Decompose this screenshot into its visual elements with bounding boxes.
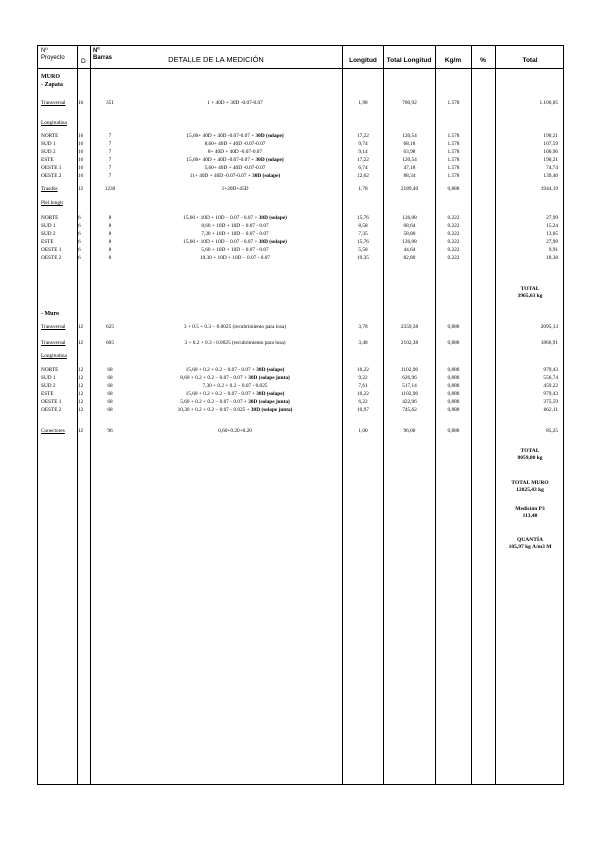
row-name: Transversal [41,340,66,346]
row-bar-count: 625 [106,324,114,330]
row-bar-count: 7 [108,133,112,139]
table-row [38,214,563,222]
row-detail-text: 11+ 40D + 40D -0.07-0.07 + [189,173,253,179]
row-kgm: 0,888 [447,428,460,434]
row-detail [128,398,342,406]
row-total: 9,91 [548,247,558,253]
row-diameter: 12 [78,375,84,381]
row-total-length: 517,14 [402,383,417,389]
medicion-p3-label: Medición P3 [515,506,545,512]
row-length: 8,58 [358,223,368,229]
row-detail-bold: 30D (solape junta) [250,407,293,413]
row-diameter: 6 [78,239,81,245]
row-length: 10,35 [357,255,369,261]
row-detail-text: 15,60 + 0.2 + 0.2 − 0.07 - 0.07 + [185,391,257,397]
row-name: Transversal [41,324,66,330]
row-length: 5,58 [358,247,368,253]
row-total-length: 1102,96 [400,391,419,397]
table-row [38,132,563,140]
row-detail-bold: 30D (solape) [252,173,281,179]
header-longitud: Longitud [349,57,377,64]
row-diameter: 16 [78,149,84,155]
table-row [38,148,563,156]
row-name: OESTE 1 [41,399,62,405]
header-proyecto [41,48,65,61]
row-name: SUD 2 [41,149,56,155]
row-kgm: 0.222 [447,247,460,253]
row-detail [128,172,342,180]
row-name: OESTE 1 [41,165,62,171]
row-detail [128,366,342,374]
row-total-length: 68,18 [403,141,416,147]
row-total-length: 96,00 [403,428,416,434]
table-row [38,398,563,406]
row-bar-count: 68 [107,375,113,381]
header-total-longitud: Total Longitud [386,57,432,64]
table-row [38,172,563,180]
row-bar-count: 7 [108,173,112,179]
row-kgm: 0,888 [447,324,460,330]
row-bar-count: 8 [108,255,112,261]
row-bar-count: 7 [108,141,112,147]
row-total-length: 745,62 [402,407,417,413]
table-row [38,156,563,164]
row-diameter: 6 [78,223,81,229]
row-total-length: 700,92 [402,100,417,106]
medicion-p3 [496,506,564,520]
quantia [496,537,564,551]
row-diameter: 12 [78,383,84,389]
row-detail-bold: 30D (solape junta) [248,399,290,405]
row-total: 107,59 [543,141,558,147]
row-name: ESTE [41,391,54,397]
row-bar-count: 1230 [104,186,116,192]
row-name: SUD 2 [41,383,56,389]
row-kgm: 0.222 [447,231,460,237]
row-total: 74,74 [546,165,558,171]
row-detail: 7,30 + 0.2 + 0.2 − 0.07 - 0.025 [202,383,268,389]
table-row [38,366,563,374]
row-detail: 8,60 + 10D + 10D − 0.07 - 0.07 [201,223,269,229]
row-diameter: 6 [78,255,81,261]
row-length: 9,14 [358,149,368,155]
row-total: 190,21 [543,157,558,163]
total-zapata-value: 3965,63 kg [517,293,543,299]
row-total: 662,11 [543,407,558,413]
table-row [38,185,563,193]
row-diameter: 16 [78,100,84,106]
header-divider [38,68,563,69]
row-total: 979,43 [543,391,558,397]
row-kgm: 0.222 [447,215,460,221]
table-row [38,164,563,172]
row-total-length: 58,80 [403,231,416,237]
row-total: 375,59 [543,399,558,405]
row-length: 7,61 [358,383,368,389]
row-total-length: 126,08 [402,215,417,221]
row-total: 13,05 [546,231,558,237]
row-bar-count: 351 [106,100,114,106]
medicion-p3-value: 113,48 [522,513,538,519]
table-row [38,427,563,435]
row-total: 139,40 [543,173,558,179]
row-detail-text: 15,60 + 0.2 + 0.2 − 0.07 - 0.07 + [185,367,257,373]
row-name: Trasdós [41,186,58,192]
row-bar-count: 68 [107,399,113,405]
row-diameter: 12 [78,428,84,434]
row-total-length: 82,80 [403,255,416,261]
header-proyecto-line2: Proyecto [41,54,65,61]
row-length: 15,76 [357,215,369,221]
row-diameter: 12 [78,407,84,413]
row-bar-count: 8 [108,223,112,229]
row-kgm: 0,888 [447,407,460,413]
row-kgm: 0,888 [447,186,460,192]
row-total-length: 1102,96 [400,367,419,373]
header-barras-line2: Barras [93,54,113,61]
row-kgm: 1.578 [447,149,460,155]
table-row [38,352,563,360]
row-detail-text: 15,60+ 40D + 40D -0.07-0.07 + [186,157,256,163]
row-total: 459,22 [543,383,558,389]
row-name: NORTE [41,215,59,221]
row-detail: 1+20D+45D [221,186,249,192]
row-detail: 3 + 0.2 + 0.3 - 0.0025 (recubrimiento para losa) [184,340,286,346]
row-detail [128,156,342,164]
total-zapata [496,286,564,300]
row-bar-count: 7 [108,149,112,155]
row-detail-text: 15,60 + 10D + 10D − 0.07 - 0.07 + [183,215,259,221]
row-length: 15,76 [357,239,369,245]
table-row [38,230,563,238]
row-total-length: 2102,38 [400,340,419,346]
row-detail: 3 + 0.5 + 0.3 − 0.0025 (recubrimiento para losa) [183,324,287,330]
row-diameter: 12 [78,324,84,330]
table-row [38,119,563,127]
row-length: 1,78 [358,186,368,192]
row-total-length: 120,54 [402,133,417,139]
row-kgm: 1.578 [447,173,460,179]
row-detail: 1 + 40D + 30D -0.07-0.07 [207,100,263,106]
row-total: 979,43 [543,367,558,373]
section-muro: MURO [41,74,60,80]
section-zapata: - Zapata [41,82,63,88]
row-total: 15,24 [546,223,558,229]
row-total: 100,96 [543,149,558,155]
row-name: NORTE [41,367,59,373]
row-bar-count: 8 [108,215,112,221]
header-kgm: Kg/m [444,57,462,64]
row-detail-bold: 30D (solape) [258,215,287,221]
row-diameter: 16 [78,133,84,139]
row-detail [128,238,342,246]
row-detail: 10,30 + 10D + 10D − 0.07 - 0.07 [199,255,271,261]
row-kgm: 1.578 [447,133,460,139]
row-kgm: 1.578 [447,157,460,163]
row-bar-count: 68 [107,383,113,389]
total-muro-value: 8059,80 kg [517,455,543,461]
row-total-length: 126,08 [402,239,417,245]
row-detail-bold: 30D (solape) [255,133,284,139]
row-name: OESTE 2 [41,255,62,261]
row-total: 18,38 [546,255,558,261]
row-kgm: 0.222 [447,255,460,261]
row-kgm: 0.222 [447,223,460,229]
table-row [38,374,563,382]
row-detail-bold: 30D (solape) [256,391,285,397]
row-length: 6,74 [358,165,368,171]
row-name: SUD 1 [41,141,56,147]
row-detail [128,374,342,382]
row-length: 12,62 [357,173,369,179]
row-name: SUD 1 [41,375,56,381]
row-bar-count: 68 [107,391,113,397]
row-bar-count: 8 [108,231,112,237]
row-name: SUD 1 [41,223,56,229]
row-length: 3,48 [358,340,368,346]
table-row [38,222,563,230]
row-detail-text: 15,60 + 10D + 10D − 0.07 - 0.07 + [183,239,259,245]
row-kgm: 0,888 [447,399,460,405]
row-kgm: 0,888 [447,383,460,389]
row-detail-text: 8,60 + 0.2 + 0.2 − 0.07 - 0.07 + [180,375,249,381]
header-d: D [81,58,86,65]
row-bar-count: 7 [108,157,112,163]
row-detail: 5,60+ 40D + 40D -0.07-0.07 [204,165,266,171]
row-diameter: 12 [78,340,84,346]
row-kgm: 1.578 [447,100,460,106]
section-muro-sub: - Muro [41,311,60,317]
total-muro-sum [496,480,564,494]
total-muro-label: TOTAL [520,448,540,454]
row-total-length: 44,64 [403,247,416,253]
row-detail: 8+ 40D + 40D -0.07-0.07 [207,149,263,155]
row-detail-text: 5,60 + 0.2 + 0.2 − 0.07 - 0.07 + [180,399,249,405]
row-length: 9,74 [358,141,368,147]
row-name: ESTE [41,157,54,163]
row-detail-text: 10,30 + 0.2 + 0.2 − 0.07 - 0.025 + [177,407,251,413]
row-kgm: 0,888 [447,367,460,373]
row-detail: 8,60+ 40D + 40D -0.07-0.07 [204,141,266,147]
table-row [38,254,563,262]
row-kgm: 0,888 [447,375,460,381]
row-bar-count: 8 [108,247,112,253]
row-length: 17,22 [357,157,369,163]
row-name: NORTE [41,133,59,139]
row-diameter: 6 [78,247,81,253]
row-total: 1.106,05 [539,100,558,106]
row-name: Conectores [41,428,65,434]
row-length: 9,22 [358,375,368,381]
header-detalle: DETALLE DE LA MEDICIÓN [168,55,264,64]
row-total-length: 626,96 [402,375,417,381]
row-total: 2095,13 [540,324,558,330]
row-kgm: 0,888 [447,340,460,346]
quantia-label: QUANTÍA [517,537,543,543]
total-zapata-label: TOTAL [520,286,540,292]
row-total-length: 422,96 [402,399,417,405]
total-muro-sum-value: 12025,43 kg [516,487,544,493]
quantia-value: 105,97 kg A/m3 M [508,544,552,550]
row-total-length: 68,64 [403,223,416,229]
row-length: 16,22 [357,367,369,373]
row-length: 17,22 [357,133,369,139]
header-barras-line1: Nº [93,48,100,54]
row-detail: 7,30 + 10D + 10D − 0.07 - 0.07 [201,231,269,237]
table-row [38,238,563,246]
row-total: 27,99 [546,239,558,245]
table-row [38,246,563,254]
row-diameter: 12 [78,391,84,397]
row-length: 6,22 [358,399,368,405]
total-muro [496,448,564,462]
row-diameter: 16 [78,173,84,179]
header-pct: % [480,57,486,64]
row-length: 10,97 [357,407,369,413]
row-kgm: 0,888 [447,391,460,397]
table-row [38,382,563,390]
table-row [38,339,563,347]
row-total: 190,21 [543,133,558,139]
row-length: 1,00 [358,428,368,434]
row-bar-count: 8 [108,239,112,245]
table-row [38,99,563,107]
row-detail-bold: 30D (solape) [258,239,287,245]
row-bar-count: 68 [107,367,113,373]
row-detail: 0,60+0.20+0.20 [218,428,252,434]
row-diameter: 12 [78,186,84,192]
row-length: 3,78 [358,324,368,330]
row-diameter: 16 [78,141,84,147]
row-total-length: 88,34 [403,173,416,179]
row-name: Longitudina [41,120,67,126]
row-total-length: 2359,38 [400,324,419,330]
row-total: 1944,19 [540,186,558,192]
header-total: Total [522,57,538,64]
row-length: 1,98 [358,100,368,106]
row-diameter: 12 [78,367,84,373]
row-total-length: 120,54 [402,157,417,163]
row-diameter: 12 [78,399,84,405]
row-total: 27,99 [546,215,558,221]
row-kgm: 0.222 [447,239,460,245]
row-detail [128,406,342,414]
row-name: SUD 2 [41,231,56,237]
row-kgm: 1.578 [447,165,460,171]
row-detail: 5,60 + 10D + 10D − 0.07 - 0.07 [201,247,269,253]
row-diameter: 16 [78,165,84,171]
row-detail [128,390,342,398]
row-detail-bold: 30D (solape) [256,367,285,373]
row-detail-text: 15,60+ 40D + 40D -0.07-0.07 + [186,133,256,139]
row-name: OESTE 1 [41,247,62,253]
row-name: Longitudina [41,353,67,359]
row-total-length: 2189,40 [400,186,419,192]
row-name: OESTE 2 [41,173,62,179]
row-total: 556,74 [543,375,558,381]
row-total-length: 63,98 [403,149,416,155]
total-muro-sum-label: TOTAL MURO [511,480,549,486]
table-row [38,390,563,398]
table-row [38,406,563,414]
row-name: ESTE [41,239,54,245]
row-detail [128,214,342,222]
table-row [38,323,563,331]
table-row [38,140,563,148]
row-bar-count: 68 [107,407,113,413]
table-row [38,199,563,207]
row-total-length: 47,18 [403,165,416,171]
row-name: Piel longit [41,200,63,206]
row-kgm: 1.578 [447,141,460,147]
row-bar-count: 7 [108,165,112,171]
row-name: OESTE 2 [41,407,62,413]
row-detail [128,132,342,140]
header-proyecto-line1: Nº [41,48,48,54]
row-diameter: 6 [78,231,81,237]
row-length: 7,35 [358,231,368,237]
row-diameter: 16 [78,157,84,163]
row-total: 85,25 [546,428,558,434]
row-total: 1866,91 [540,340,558,346]
row-detail-bold: 30D (solape) [255,157,284,163]
row-bar-count: 96 [107,428,113,434]
measurement-sheet [37,45,564,785]
row-detail-bold: 30D (solape junta) [248,375,290,381]
row-length: 16,22 [357,391,369,397]
row-name: Transversal [41,100,66,106]
row-bar-count: 605 [106,340,114,346]
row-diameter: 6 [78,215,81,221]
